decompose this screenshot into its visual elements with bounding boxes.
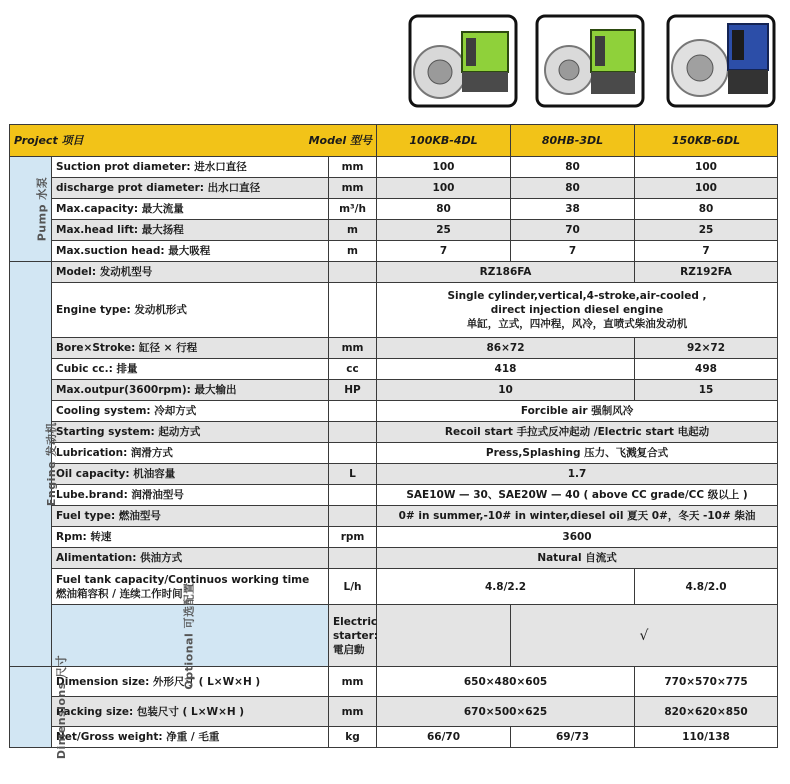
row-label: Packing size: 包装尺寸 ( L×W×H ) — [52, 697, 329, 727]
cell-value: 770×570×775 — [635, 667, 778, 697]
cell-value: 7 — [635, 241, 778, 262]
pump-row-suction — [10, 157, 778, 178]
row-unit: L/h — [329, 569, 377, 605]
engine-row-oil — [10, 464, 778, 485]
row-unit — [329, 422, 377, 443]
engine-row-tank — [10, 569, 778, 605]
row-unit — [329, 443, 377, 464]
cell-value: 15 — [635, 380, 778, 401]
pump-row-head-lift — [10, 220, 778, 241]
row-label: Max.head lift: 最大扬程 — [52, 220, 329, 241]
engine-row-cooling — [10, 401, 778, 422]
cell-value: 100 — [377, 157, 511, 178]
row-unit: mm — [329, 157, 377, 178]
engine-row-model — [10, 262, 778, 283]
row-unit — [329, 548, 377, 569]
check-mark: √ — [511, 605, 778, 667]
pump-100kb-4dl-image — [404, 10, 522, 112]
pump-row-discharge — [10, 178, 778, 199]
cell-value: 80 — [511, 157, 635, 178]
cell-value: 25 — [635, 220, 778, 241]
cell-value: 1.7 — [377, 464, 778, 485]
cell-value: 7 — [511, 241, 635, 262]
model-1-header: 100KB-4DL — [377, 125, 511, 157]
engine-type-line: 单缸，立式，四冲程，风冷，直喷式柴油发动机 — [466, 318, 688, 330]
engine-type-line: Single cylinder,vertical,4-stroke,air-cooled , — [447, 290, 707, 302]
row-label: Engine type: 发动机形式 — [52, 283, 329, 338]
cell-value: 7 — [377, 241, 511, 262]
cell-value: 38 — [511, 199, 635, 220]
row-unit: m³/h — [329, 199, 377, 220]
row-unit — [329, 401, 377, 422]
cell-value: Forcible air 强制风冷 — [377, 401, 778, 422]
spec-table — [9, 124, 778, 760]
group-pump: Pump 水泵 — [10, 157, 52, 262]
row-unit — [329, 485, 377, 506]
header-row — [10, 125, 778, 157]
cell-value: Natural 自流式 — [377, 548, 778, 569]
dimensions-row-packing — [10, 697, 778, 727]
row-label: Model: 发动机型号 — [52, 262, 329, 283]
cell-value: 0# in summer,-10# in winter,diesel oil 夏天 0#，冬天 -10# 柴油 — [377, 506, 778, 527]
row-unit: mm — [329, 338, 377, 359]
row-unit: mm — [329, 697, 377, 727]
row-unit: kg — [329, 727, 377, 748]
cell-value: Press,Splashing 压力、飞溅复合式 — [377, 443, 778, 464]
row-label: Lube.brand: 润滑油型号 — [52, 485, 329, 506]
cell-value: 100 — [635, 157, 778, 178]
cell-value: 10 — [377, 380, 635, 401]
row-label: Starting system: 起动方式 — [52, 422, 329, 443]
row-label: Max.suction head: 最大吸程 — [52, 241, 329, 262]
row-label: Cooling system: 冷却方式 — [52, 401, 329, 422]
cell-value: 86×72 — [377, 338, 635, 359]
row-label: discharge prot diameter: 出水口直径 — [52, 178, 329, 199]
engine-row-output — [10, 380, 778, 401]
pump-150kb-6dl-image — [662, 10, 780, 112]
engine-row-cubic — [10, 359, 778, 380]
row-unit: HP — [329, 380, 377, 401]
row-label: Rpm: 转速 — [52, 527, 329, 548]
cell-value: 80 — [377, 199, 511, 220]
row-label: Max.capacity: 最大流量 — [52, 199, 329, 220]
group-engine: Engine 发动机 — [10, 262, 52, 667]
row-label: Cubic cc.: 排量 — [52, 359, 329, 380]
row-unit: m — [329, 220, 377, 241]
engine-type-value — [377, 283, 778, 338]
engine-row-rpm — [10, 527, 778, 548]
engine-row-bore — [10, 338, 778, 359]
project-label: Project 项目 — [14, 133, 84, 147]
row-label: Alimentation: 供油方式 — [52, 548, 329, 569]
row-label: Oil capacity: 机油容量 — [52, 464, 329, 485]
cell-value: 92×72 — [635, 338, 778, 359]
row-unit: cc — [329, 359, 377, 380]
engine-row-fuel — [10, 506, 778, 527]
cell-value: 4.8/2.2 — [377, 569, 635, 605]
row-label: Fuel type: 燃油型号 — [52, 506, 329, 527]
cell-value: 100 — [635, 178, 778, 199]
cell-value: SAE10W — 30、SAE20W — 40 ( above CC grade/CC 级以上 ) — [377, 485, 778, 506]
pump-row-suction-head — [10, 241, 778, 262]
optional-row-starter — [10, 605, 778, 667]
row-label: Max.outpur(3600rpm): 最大输出 — [52, 380, 329, 401]
cell-value: 100 — [377, 178, 511, 199]
row-unit: rpm — [329, 527, 377, 548]
cell-value: 80 — [635, 199, 778, 220]
group-dimensions: Dimensions 尺寸 — [10, 667, 52, 748]
row-label: Net/Gross weight: 净重 / 毛重 — [52, 727, 329, 748]
row-label: Bore×Stroke: 缸径 × 行程 — [52, 338, 329, 359]
row-unit — [329, 506, 377, 527]
tank-label-line: Fuel tank capacity/Continuos working time — [56, 573, 310, 586]
engine-row-starting — [10, 422, 778, 443]
cell-value: 498 — [635, 359, 778, 380]
cell-value: RZ192FA — [635, 262, 778, 283]
cell-value: 69/73 — [511, 727, 635, 748]
model-2-header: 80HB-3DL — [511, 125, 635, 157]
row-unit: mm — [329, 178, 377, 199]
row-unit — [329, 262, 377, 283]
row-label: Suction prot diameter: 进水口直径 — [52, 157, 329, 178]
engine-type-line: direct injection diesel engine — [490, 304, 664, 316]
row-unit: L — [329, 464, 377, 485]
row-unit: mm — [329, 667, 377, 697]
product-images — [400, 0, 790, 124]
model-3-header: 150KB-6DL — [635, 125, 778, 157]
engine-row-lube — [10, 485, 778, 506]
cell-value: 110/138 — [635, 727, 778, 748]
cell-value: 66/70 — [377, 727, 511, 748]
row-unit — [329, 283, 377, 338]
model-label: Model 型号 — [308, 133, 373, 147]
tank-label-line: 燃油箱容积 / 连续工作时间 — [56, 587, 183, 600]
cell-value: 25 — [377, 220, 511, 241]
row-label: Dimension size: 外形尺寸 ( L×W×H ) — [52, 667, 329, 697]
cell-value: 650×480×605 — [377, 667, 635, 697]
dimensions-row-size — [10, 667, 778, 697]
cell-value: 418 — [377, 359, 635, 380]
cell-value: RZ186FA — [377, 262, 635, 283]
cell-value: 70 — [511, 220, 635, 241]
pump-row-capacity — [10, 199, 778, 220]
row-label: Electric starter: 電启動 — [329, 605, 377, 667]
pump-80hb-3dl-image — [531, 10, 649, 112]
dimensions-row-weight — [10, 727, 778, 748]
engine-row-lubrication — [10, 443, 778, 464]
engine-row-alimentation — [10, 548, 778, 569]
cell-value: 820×620×850 — [635, 697, 778, 727]
row-unit: m — [329, 241, 377, 262]
cell-value: 80 — [511, 178, 635, 199]
cell-value: 4.8/2.0 — [635, 569, 778, 605]
row-unit — [377, 605, 511, 667]
engine-row-type — [10, 283, 778, 338]
group-optional: Optional 可选配置 — [52, 605, 329, 667]
project-model-header — [10, 125, 377, 157]
cell-value: 670×500×625 — [377, 697, 635, 727]
cell-value: Recoil start 手拉式反冲起动 /Electric start 电起动 — [377, 422, 778, 443]
row-label: Lubrication: 润滑方式 — [52, 443, 329, 464]
cell-value: 3600 — [377, 527, 778, 548]
